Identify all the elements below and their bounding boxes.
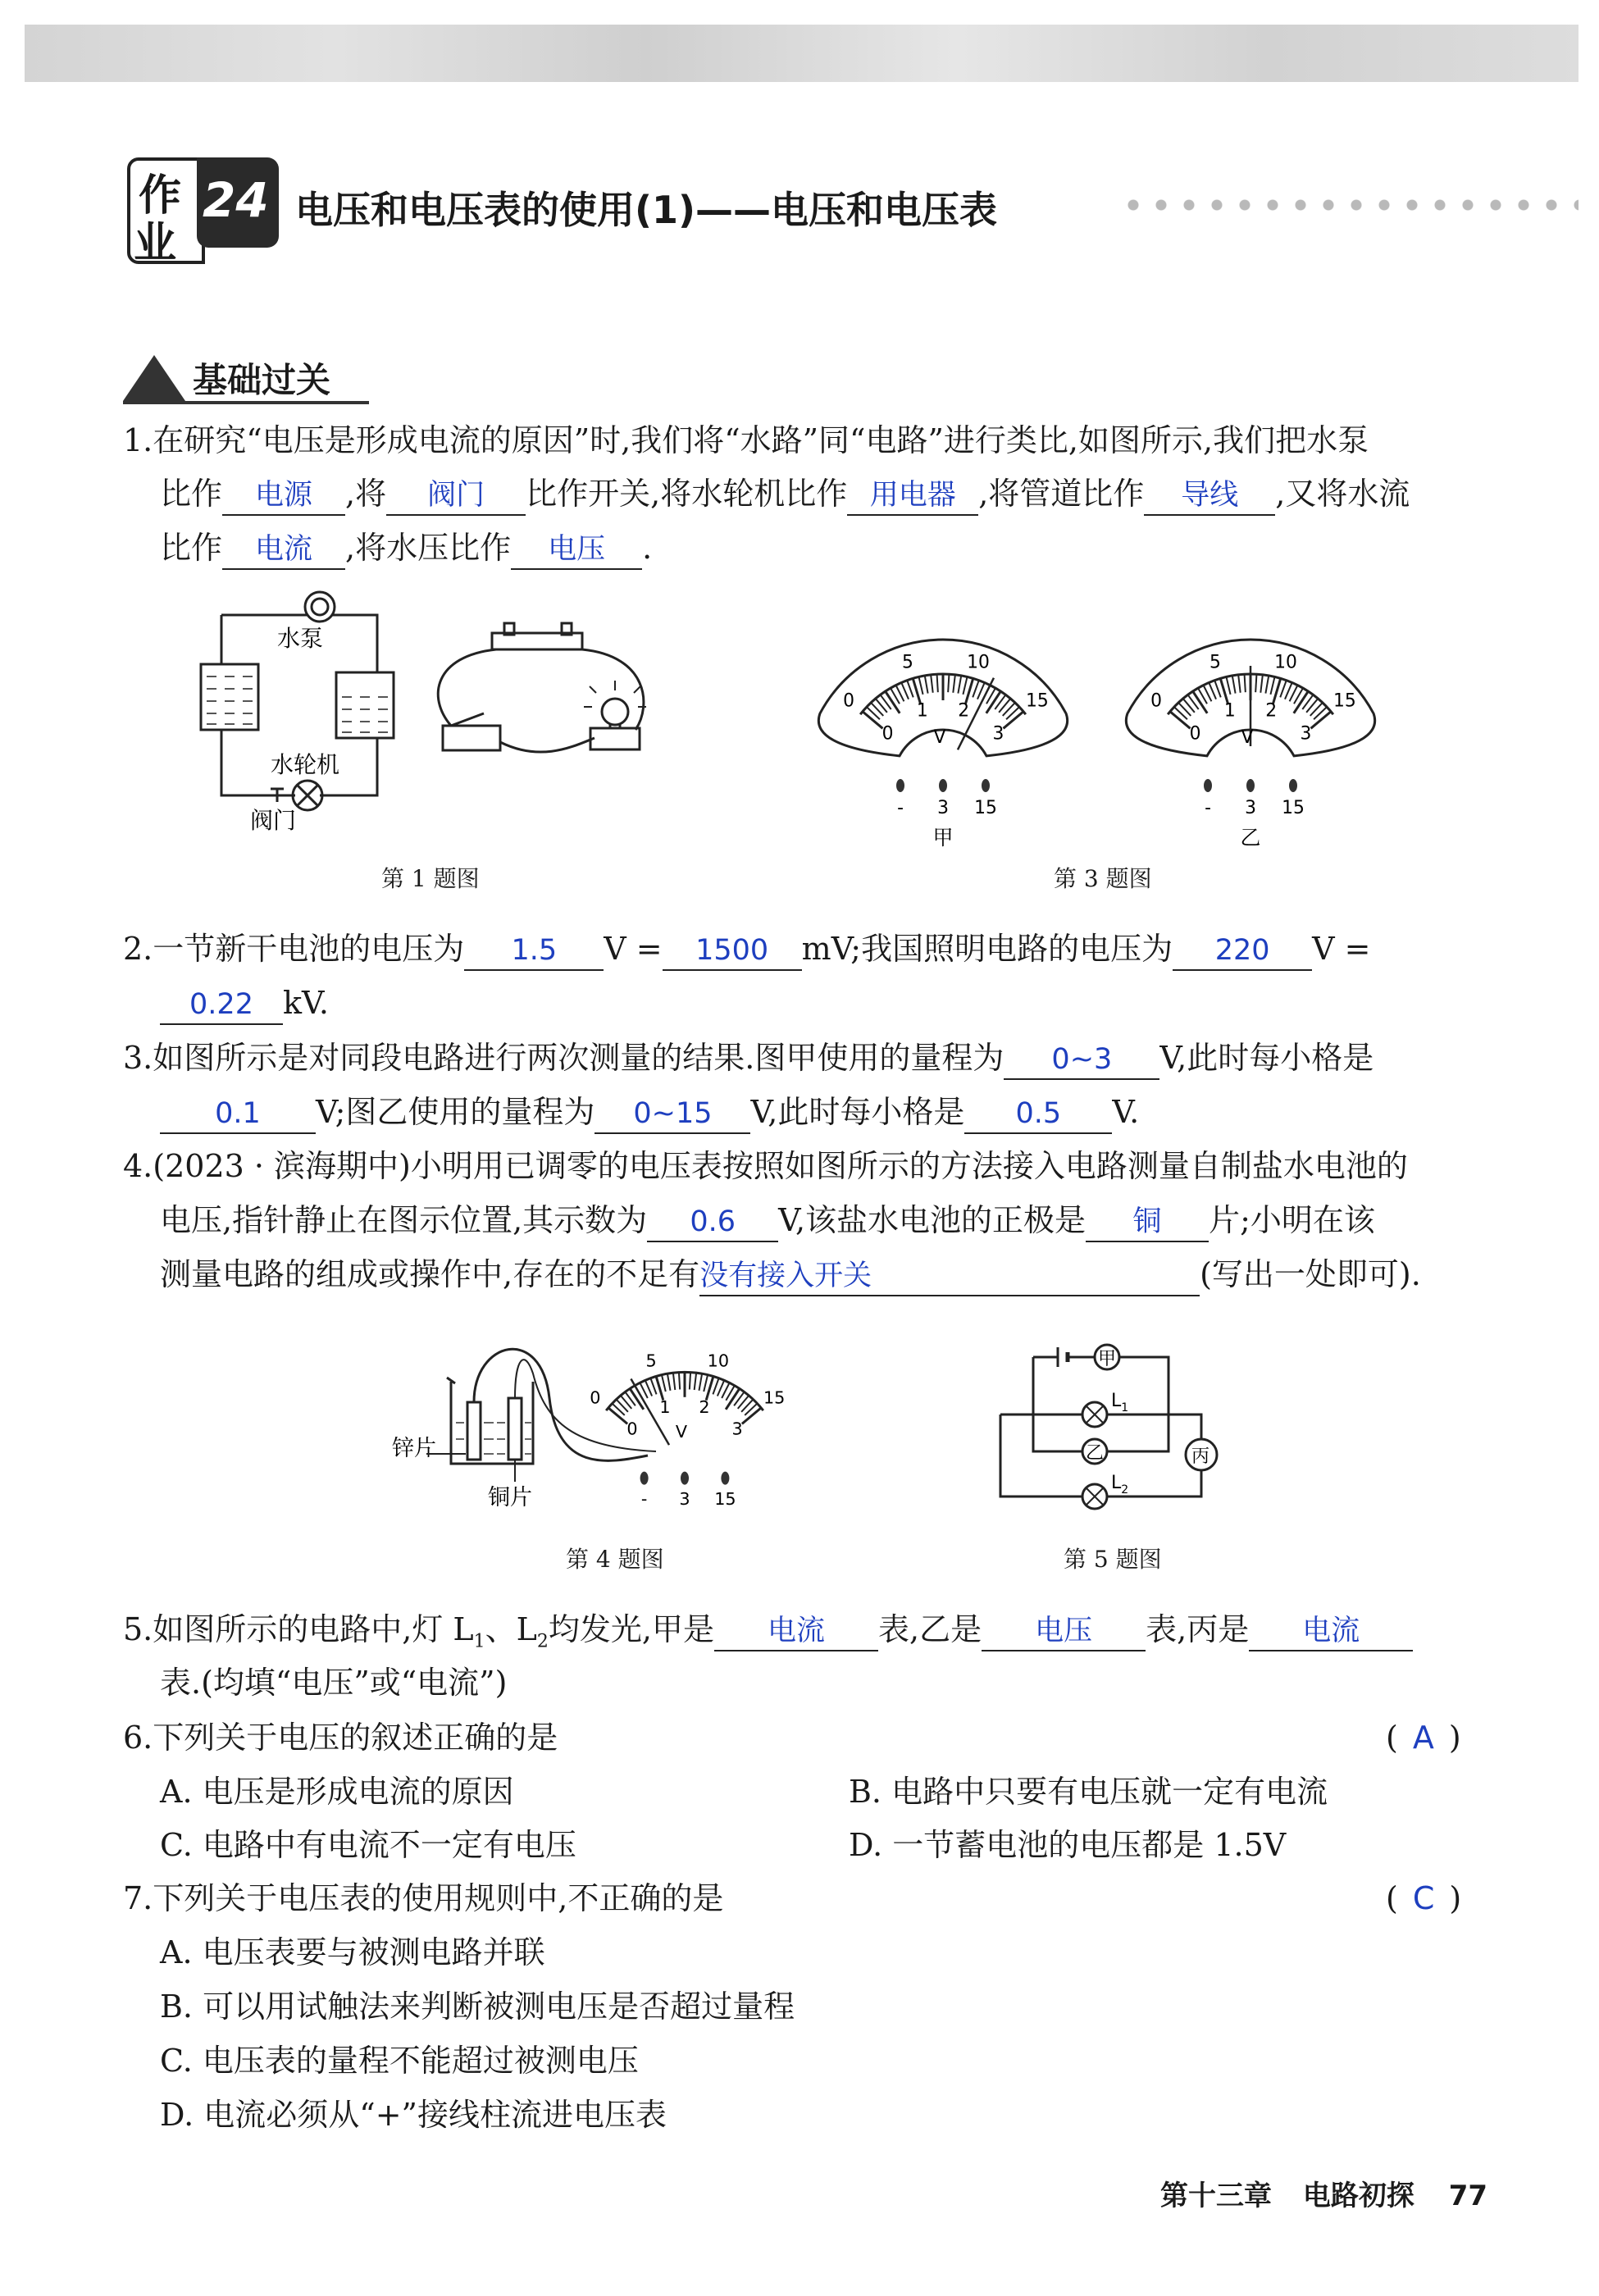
lamp-l2-label: $L_2$ [1111, 1473, 1129, 1496]
q2-text: kV. [283, 985, 329, 1021]
q3-text: V,此时每小格是 [1159, 1040, 1374, 1076]
scale-tick [918, 676, 922, 694]
bottom-scale-label: 3 [992, 723, 1004, 745]
bottom-scale-label: 3 [731, 1419, 743, 1439]
title-dots-decoration [1119, 198, 1578, 212]
q5-text: 如图所示的电路中,灯 L [153, 1611, 474, 1647]
terminal-label: 3 [1245, 798, 1256, 818]
label-copper: 铜片 [488, 1485, 532, 1510]
q1-text-1: 在研究“电压是形成电流的原因”时,我们将“水路”同“电路”进行类比,如图所示,我们把水泵 [153, 422, 1369, 458]
q6-option-d: D. 一节蓄电池的电压都是 1.5V [849, 1827, 1287, 1863]
scale-tick [742, 1408, 761, 1424]
q1-answer-6: 电压 [511, 531, 642, 570]
q7-stem-line [123, 1878, 723, 1919]
top-scale-label: 15 [763, 1387, 786, 1408]
scale-tick [863, 712, 883, 729]
q7-option-c: C. 电压表的量程不能超过被测电压 [160, 2043, 639, 2079]
meter-caption: 乙 [1240, 826, 1261, 849]
top-scale-label: 0 [843, 690, 855, 712]
scale-tick [886, 691, 900, 713]
q1-text: ,将管道比作 [978, 476, 1145, 512]
bottom-scale-label: 3 [1300, 723, 1312, 745]
q1-number: 1. [123, 422, 153, 458]
q4-answer-1: 0.6 [647, 1203, 778, 1242]
scale-tick [1280, 681, 1287, 698]
q4-line-3 [160, 1254, 1421, 1296]
top-scale-label: 5 [645, 1351, 657, 1371]
q5-number: 5. [123, 1611, 153, 1647]
q6-open: ( [1386, 1720, 1398, 1756]
q1-text: ,将 [345, 476, 387, 512]
footer-chapter: 第十三章 [1160, 2180, 1272, 2212]
q4-text: 片;小明在该 [1209, 1202, 1375, 1238]
section-underline [123, 401, 369, 404]
scale-tick [973, 681, 979, 698]
scale-tick [1226, 676, 1230, 694]
scale-tick [1193, 691, 1208, 713]
q1-line-3 [160, 527, 652, 570]
meter-yi-label: 乙 [1086, 1443, 1105, 1464]
terminal-label: 15 [714, 1488, 736, 1509]
bottom-scale-label: 0 [882, 723, 894, 745]
q4-answer-3: 没有接入开关 [699, 1257, 1200, 1296]
q6-answer: A [1412, 1720, 1434, 1756]
scale-tick [1004, 712, 1024, 729]
q2-text: V = [1312, 931, 1371, 967]
figure-4-caption: 第 4 题图 [566, 1546, 664, 1573]
label-zinc: 锌片 [392, 1436, 436, 1461]
bottom-scale-label: 1 [1223, 700, 1236, 722]
top-scale-label: 15 [1026, 690, 1049, 712]
label-pump: 水泵 [277, 625, 324, 652]
page-footer [1160, 2173, 1487, 2213]
q1-text: . [642, 530, 653, 566]
voltmeter-jia [818, 640, 1067, 849]
terminal-post [939, 779, 947, 792]
section-title: 基础过关 [193, 360, 331, 400]
q2-text: 一节新干电池的电压为 [153, 931, 465, 967]
terminal-post [1289, 779, 1297, 792]
figure-4 [377, 1308, 853, 1529]
scale-tick [986, 691, 1001, 713]
section-triangle-icon [123, 355, 185, 401]
scale-tick [662, 1375, 666, 1392]
q1-text: 比作开关,将水轮机比作 [526, 476, 848, 512]
q5-line-2 [160, 1662, 507, 1703]
top-scan-band [25, 25, 1578, 82]
terminal-label: 15 [974, 798, 997, 818]
voltmeter-yi [1126, 640, 1374, 849]
terminal-label: - [897, 798, 904, 818]
top-scale-label: 10 [707, 1351, 730, 1371]
q1-line-1 [123, 420, 1369, 461]
q2-answer-3: 220 [1173, 932, 1312, 971]
q3-answer-2: 0.1 [160, 1095, 316, 1134]
scale-tick [937, 674, 938, 692]
q6-option-c: C. 电路中有电流不一定有电压 [160, 1827, 576, 1863]
figure-5 [992, 1332, 1238, 1521]
figure-1-caption-text: 第 1 题图 [381, 865, 480, 892]
terminal-post [681, 1472, 689, 1485]
terminal-post [721, 1472, 729, 1485]
scale-tick [713, 1378, 718, 1395]
salt-water-battery [447, 1349, 656, 1464]
q5-line-1 [123, 1609, 1413, 1663]
q6-stem: 下列关于电压的叙述正确的是 [153, 1720, 558, 1756]
terminal-post [1204, 779, 1212, 792]
q3-text: V;图乙使用的量程为 [316, 1094, 595, 1130]
scale-tick [667, 1374, 671, 1391]
q3-line-1 [123, 1037, 1374, 1080]
page-number: 77 [1448, 2180, 1488, 2212]
q1-answer-2: 阀门 [386, 476, 526, 516]
q6-answer-bracket [1386, 1717, 1461, 1758]
scale-tick [695, 1373, 696, 1390]
terminal-label: 3 [679, 1488, 690, 1509]
terminal-label: 15 [1282, 798, 1305, 818]
terminal-post [640, 1472, 649, 1485]
unit-label: V [933, 727, 946, 748]
scale-tick [726, 1388, 740, 1409]
q3-text: V,此时每小格是 [750, 1094, 965, 1130]
q5-answer-3: 电流 [1249, 1612, 1413, 1651]
q5-text: 表.(均填“电压”或“电流”) [160, 1665, 508, 1701]
q7-answer: C [1412, 1880, 1435, 1916]
q5-answer-2: 电压 [982, 1612, 1146, 1651]
q5-text: 、L [485, 1611, 537, 1647]
scale-tick [1245, 674, 1246, 692]
meter-jia-label: 甲 [1098, 1349, 1117, 1369]
scale-tick [948, 674, 949, 692]
scale-tick [1170, 712, 1191, 729]
scale-tick [1232, 676, 1236, 694]
q4-line-2 [160, 1200, 1375, 1242]
q5-text: 表,乙是 [878, 1611, 982, 1647]
scale-tick [1255, 674, 1256, 692]
top-scale-label: 10 [967, 652, 990, 673]
voltmeter-q4 [590, 1351, 785, 1508]
q2-text: V = [604, 931, 663, 967]
q7-stem: 下列关于电压表的使用规则中,不正确的是 [153, 1880, 724, 1916]
bottom-scale-label: 0 [626, 1419, 638, 1439]
scale-tick [953, 675, 955, 693]
q7-open: ( [1386, 1880, 1398, 1916]
q1-text: 比作 [160, 530, 223, 566]
q5-sub: 2 [536, 1631, 549, 1652]
figure-1 [189, 582, 697, 853]
scale-tick [608, 1408, 627, 1424]
section-heading [123, 348, 377, 406]
bottom-scale-label: 2 [958, 700, 970, 722]
q2-line-1 [123, 928, 1371, 971]
badge-top-char: 作 [139, 171, 182, 221]
q1-line-2 [160, 473, 1410, 516]
figure-3-caption: 第 3 题图 [1054, 865, 1152, 892]
page-title: 电压和电压表的使用(1)——电压和电压表 [295, 188, 998, 232]
q7-answer-bracket [1386, 1878, 1461, 1919]
q6-close: ) [1448, 1720, 1461, 1756]
unit-label: V [675, 1422, 688, 1442]
scale-tick [1294, 691, 1309, 713]
footer-chapter-name: 电路初探 [1302, 2180, 1414, 2212]
scale-tick [931, 675, 933, 693]
assignment-badge [127, 157, 273, 268]
label-valve: 阀门 [250, 807, 297, 834]
q4-text: (2023 · 滨海期中)小明用已调零的电压表按照如图所示的方法接入电路测量自制盐水电池的 [153, 1148, 1408, 1184]
scale-tick [958, 676, 961, 694]
water-hatching [207, 676, 388, 732]
q4-number: 4. [123, 1148, 153, 1184]
q5-text: 表,丙是 [1146, 1611, 1250, 1647]
top-scale-label: 5 [1210, 652, 1221, 673]
bottom-scale-label: 1 [659, 1396, 671, 1417]
scale-tick [1270, 676, 1274, 694]
q2-answer-4: 0.22 [160, 986, 283, 1025]
q3-answer-3: 0~15 [594, 1095, 750, 1134]
q4-text: V,该盐水电池的正极是 [778, 1202, 1086, 1238]
meter-caption: 甲 [932, 826, 954, 849]
q3-text: V. [1112, 1094, 1140, 1130]
terminal-post [1246, 779, 1255, 792]
scale-tick [1265, 676, 1269, 694]
top-scale-label: 0 [590, 1387, 601, 1408]
scale-tick [673, 1373, 675, 1390]
bottom-scale-label: 0 [1189, 723, 1201, 745]
q3-text: 如图所示是对同段电路进行两次测量的结果.图甲使用的量程为 [153, 1040, 1004, 1076]
q6-option-b: B. 电路中只要有电压就一定有电流 [849, 1774, 1328, 1810]
top-scale-label: 0 [1150, 690, 1163, 712]
top-scale-label: 5 [902, 652, 913, 673]
q2-answer-1: 1.5 [464, 932, 604, 971]
electric-circuit-diagram [438, 623, 646, 752]
circuit-q5 [1000, 1345, 1217, 1509]
q1-text: 比作 [160, 476, 223, 512]
q2-answer-2: 1500 [663, 932, 802, 971]
q2-number: 2. [123, 931, 153, 967]
terminal-post [982, 779, 990, 792]
terminal-label: - [640, 1488, 648, 1509]
q6-stem-line [123, 1717, 558, 1758]
bottom-scale-label: 2 [1265, 700, 1278, 722]
scale-tick [963, 676, 967, 694]
scale-tick [1238, 675, 1241, 693]
bottom-scale-label: 1 [916, 700, 928, 722]
scale-tick [907, 681, 913, 698]
q1-text: ,将水压比作 [345, 530, 512, 566]
q4-answer-2: 铜 [1086, 1203, 1209, 1242]
q1-answer-5: 电流 [222, 531, 345, 570]
q3-answer-1: 0~3 [1004, 1041, 1159, 1080]
q3-answer-4: 0.5 [964, 1095, 1112, 1134]
q1-text: ,又将水流 [1275, 476, 1410, 512]
q1-answer-3: 用电器 [847, 476, 978, 516]
q7-close: ) [1449, 1880, 1462, 1916]
scale-tick [925, 676, 928, 694]
bottom-scale-label: 2 [699, 1396, 710, 1417]
terminal-post [896, 779, 904, 792]
q4-text: (写出一处即可). [1200, 1256, 1421, 1292]
scale-tick [1214, 681, 1221, 698]
q6-option-a: A. 电压是形成电流的原因 [160, 1774, 514, 1810]
q7-option-b: B. 可以用试触法来判断被测电压是否超过量程 [160, 1988, 795, 2025]
top-scale-label: 15 [1333, 690, 1356, 712]
figure-3 [808, 603, 1398, 849]
terminal-label: 3 [937, 798, 949, 818]
scale-tick [1260, 675, 1263, 693]
assignment-header [127, 148, 1587, 271]
q3-number: 3. [123, 1040, 153, 1076]
figure-5-caption: 第 5 题图 [1064, 1546, 1162, 1573]
meter-bing-label: 丙 [1191, 1446, 1210, 1467]
q3-line-2 [160, 1091, 1139, 1134]
badge-bottom-char: 业 [134, 219, 177, 268]
badge-number: 24 [203, 172, 269, 228]
scale-tick [704, 1375, 708, 1392]
q7-number: 7. [123, 1880, 153, 1916]
scale-tick [650, 1378, 656, 1395]
q4-text: 电压,指针静止在图示位置,其示数为 [160, 1202, 648, 1238]
label-turbine: 水轮机 [271, 751, 340, 778]
scale-tick [699, 1374, 702, 1391]
q6-number: 6. [123, 1720, 153, 1756]
q5-answer-1: 电流 [714, 1612, 878, 1651]
unit-label: V [1241, 727, 1254, 748]
lamp-l1-label: $L_1$ [1111, 1391, 1129, 1414]
terminal-label: - [1205, 798, 1211, 818]
q1-answer-1: 电源 [222, 476, 345, 516]
q7-option-d: D. 电流必须从“+”接线柱流进电压表 [160, 2097, 667, 2133]
q4-text: 测量电路的组成或操作中,存在的不足有 [160, 1256, 700, 1292]
q2-line-2 [160, 982, 329, 1025]
q2-text: mV;我国照明电路的电压为 [801, 931, 1173, 967]
scale-tick [679, 1373, 680, 1390]
scale-tick [1311, 712, 1332, 729]
top-scale-label: 10 [1274, 652, 1297, 673]
q5-sub: 1 [473, 1631, 485, 1652]
q1-answer-4: 导线 [1144, 476, 1275, 516]
q7-option-a: A. 电压表要与被测电路并联 [160, 1934, 545, 1970]
q4-line-1 [123, 1146, 1408, 1187]
q5-text: 均发光,甲是 [548, 1611, 715, 1647]
